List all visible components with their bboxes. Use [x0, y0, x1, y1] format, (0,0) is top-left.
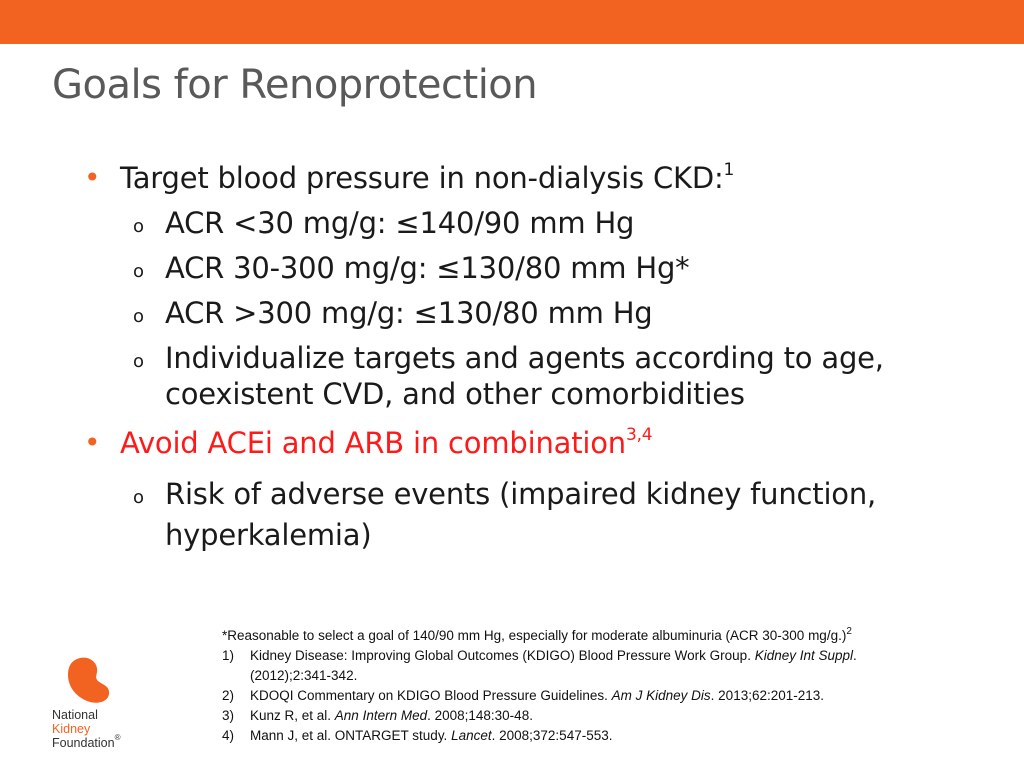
sub-bullet-individualize-line2: coexistent CVD, and other comorbidities [165, 377, 745, 411]
top-accent-bar [0, 0, 1024, 44]
sub-bullet-adverse-line1: Risk of adverse events (impaired kidney function, [165, 477, 877, 511]
sub-bullet-marker: o [133, 351, 145, 372]
reference-item: 2) KDOQI Commentary on KDIGO Blood Pressure Guidelines. Am J Kidney Dis. 2013;62:201-213. [222, 688, 825, 703]
sub-bullet-acr-mid: ACR 30-300 mg/g: ≤130/80 mm Hg* [165, 251, 690, 285]
bullet-bp-target [120, 160, 734, 196]
bullet-dot: • [84, 426, 101, 459]
slide-title: Goals for Renoprotection [52, 62, 538, 108]
sub-bullet-acr-high: ACR >300 mg/g: ≤130/80 mm Hg [165, 296, 653, 330]
reference-item-continued: (2012);2:341-342. [250, 668, 358, 683]
bullet-citation: 3,4 [625, 425, 653, 446]
kidney-logo-icon [50, 656, 130, 704]
reference-item: 4) Mann J, et al. ONTARGET study. Lancet. 2008;372:547-553. [222, 728, 613, 743]
footnotes [222, 626, 857, 746]
bullet-avoid-combination [120, 425, 652, 461]
sub-bullet-acr-low: ACR <30 mg/g: ≤140/90 mm Hg [165, 206, 635, 240]
bullet-text: Target blood pressure in non-dialysis CKD: [120, 161, 724, 195]
logo-wordmark: National Kidney Foundation® [52, 708, 121, 750]
sub-bullet-marker: o [133, 261, 145, 282]
bullet-dot: • [84, 161, 101, 194]
sub-bullet-marker: o [133, 306, 145, 327]
sub-bullet-marker: o [133, 216, 145, 237]
reference-item: 1) Kidney Disease: Improving Global Outcomes (KDIGO) Blood Pressure Work Group. Kidney Int Suppl. [222, 648, 857, 663]
reference-item: 3) Kunz R, et al. Ann Intern Med. 2008;148:30-48. [222, 708, 533, 723]
bullet-text: Avoid ACEi and ARB in combination [120, 426, 626, 460]
sub-bullet-marker: o [133, 487, 145, 508]
sub-bullet-adverse-line2: hyperkalemia) [165, 518, 372, 552]
bullet-citation: 1 [723, 160, 735, 181]
footnote-asterisk: *Reasonable to select a goal of 140/90 mm Hg, especially for moderate albuminuria (ACR 30-300 mg/g.)$^2$ [222, 625, 852, 643]
sub-bullet-individualize-line1: Individualize targets and agents according to age, [165, 341, 884, 375]
